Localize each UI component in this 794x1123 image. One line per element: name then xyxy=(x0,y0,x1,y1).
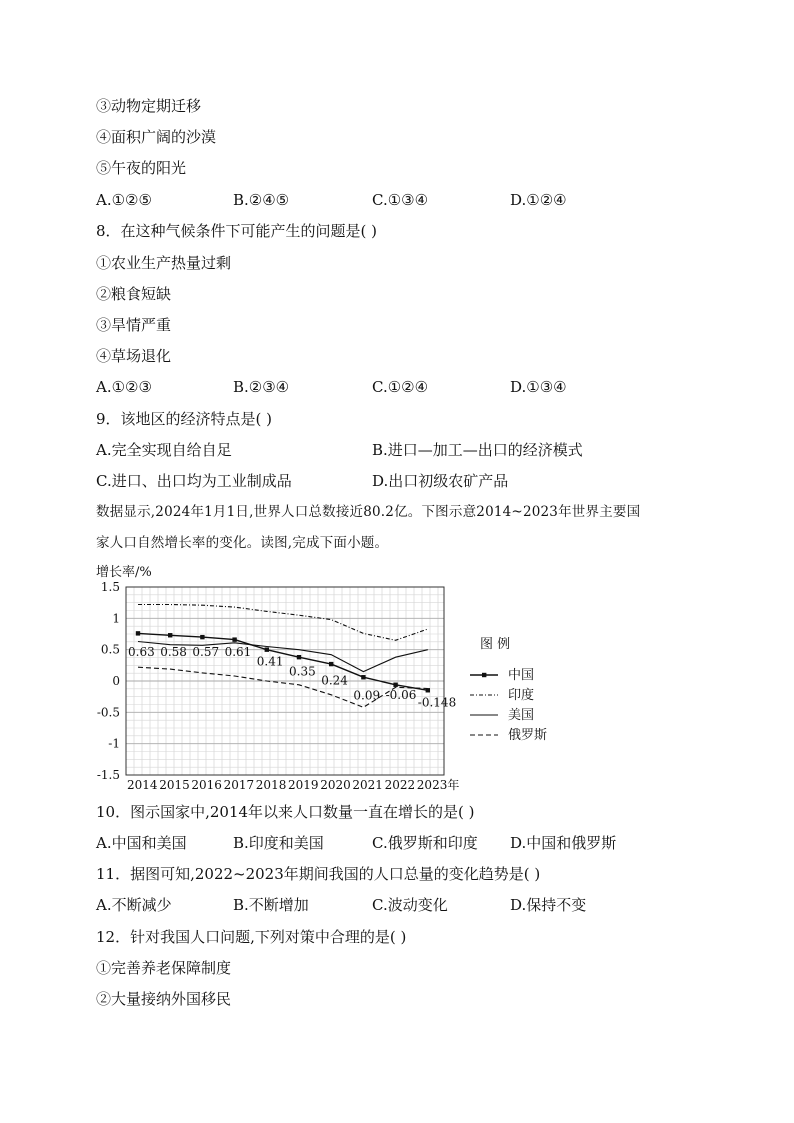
x-tick-label: 2016 xyxy=(191,778,222,792)
x-tick-label: 2020 xyxy=(320,778,351,792)
series-point xyxy=(393,683,397,687)
q11-option-c[interactable]: C.波动变化 xyxy=(372,896,448,914)
legend-label: 美国 xyxy=(508,708,535,723)
q9-option-c[interactable]: C.进口、出口均为工业制成品 xyxy=(96,472,292,490)
y-tick-label: -1.5 xyxy=(96,768,120,782)
series-line-1 xyxy=(138,605,428,641)
q8-option-b[interactable]: B.②③④ xyxy=(233,378,290,396)
q7-item-5: ⑤午夜的阳光 xyxy=(96,159,187,177)
q9-stem: 9．该地区的经济特点是( ) xyxy=(96,410,273,428)
data-label: 0.35 xyxy=(289,664,316,679)
q12-item-1: ①完善养老保障制度 xyxy=(96,959,232,977)
data-label: 0.63 xyxy=(128,645,155,660)
legend-label: 俄罗斯 xyxy=(508,728,548,743)
q8-item-3: ③旱情严重 xyxy=(96,316,172,334)
intro-line-1: 数据显示,2024年1月1日,世界人口总数接近80.2亿。下图示意2014~2023年世界主要国 xyxy=(96,504,641,520)
legend-label: 中国 xyxy=(508,668,535,683)
data-label: 0.09 xyxy=(353,688,381,703)
q10-option-a[interactable]: A.中国和美国 xyxy=(96,834,187,852)
y-tick-label: 0.5 xyxy=(100,642,120,657)
data-label: 0.41 xyxy=(256,654,284,669)
x-tick-label: 2017 xyxy=(223,778,255,792)
q10-option-d[interactable]: D.中国和俄罗斯 xyxy=(510,834,617,852)
y-tick-label: -1 xyxy=(108,736,120,751)
legend-label: 印度 xyxy=(508,688,535,703)
series-point xyxy=(232,637,236,641)
chart-legend xyxy=(470,637,547,743)
q10-option-b[interactable]: B.印度和美国 xyxy=(233,834,324,852)
data-label: -0.148 xyxy=(417,695,457,710)
series-point xyxy=(297,655,301,659)
x-tick-label: 2023年 xyxy=(416,778,460,792)
x-tick-label: 2022 xyxy=(384,778,416,792)
y-tick-label: -0.5 xyxy=(96,705,120,720)
q7-item-3: ③动物定期迁移 xyxy=(96,97,202,115)
q7-option-b[interactable]: B.②④⑤ xyxy=(233,191,290,209)
q11-stem: 11．据图可知,2022~2023年期间我国的人口总量的变化趋势是( ) xyxy=(96,865,541,883)
q11-option-d[interactable]: D.保持不变 xyxy=(510,896,587,914)
series-point xyxy=(361,675,365,679)
series-point xyxy=(168,633,172,637)
chart-grid xyxy=(126,587,444,775)
series-point xyxy=(200,635,204,639)
y-tick-label: 1.5 xyxy=(100,580,120,594)
q7-item-4: ④面积广阔的沙漠 xyxy=(96,128,217,146)
legend-marker xyxy=(482,673,486,677)
y-axis-label: 增长率/% xyxy=(96,565,152,580)
q8-stem: 8．在这种气候条件下可能产生的问题是( ) xyxy=(96,222,378,240)
data-label: 0.57 xyxy=(192,645,220,660)
legend-title: 图 例 xyxy=(480,637,511,652)
x-tick-label: 2018 xyxy=(255,778,287,792)
q9-option-a[interactable]: A.完全实现自给自足 xyxy=(96,441,232,459)
intro-line-2: 家人口自然增长率的变化。读图,完成下面小题。 xyxy=(96,535,389,551)
q9-option-b[interactable]: B.进口—加工—出口的经济模式 xyxy=(372,441,583,459)
q7-option-a[interactable]: A.①②⑤ xyxy=(96,191,152,209)
q8-item-4: ④草场退化 xyxy=(96,347,172,365)
x-tick-label: 2021 xyxy=(352,778,383,792)
q9-option-d[interactable]: D.出口初级农矿产品 xyxy=(372,472,509,490)
q8-item-1: ①农业生产热量过剩 xyxy=(96,254,232,272)
y-tick-label: 0 xyxy=(112,674,120,688)
q12-item-2: ②大量接纳外国移民 xyxy=(96,990,232,1008)
population-growth-chart xyxy=(96,562,576,792)
series-point xyxy=(136,631,140,635)
data-label: 0.61 xyxy=(224,645,252,660)
q8-item-2: ②粮食短缺 xyxy=(96,285,172,303)
x-tick-label: 2019 xyxy=(288,778,319,792)
q10-stem: 10．图示国家中,2014年以来人口数量一直在增长的是( ) xyxy=(96,803,475,821)
y-tick-label: 1 xyxy=(112,611,120,626)
x-tick-label: 2015 xyxy=(159,778,190,792)
data-label: 0.24 xyxy=(321,673,348,688)
q7-option-c[interactable]: C.①③④ xyxy=(372,191,429,209)
x-tick-label: 2014 xyxy=(127,778,158,792)
q10-option-c[interactable]: C.俄罗斯和印度 xyxy=(372,834,478,852)
q11-option-b[interactable]: B.不断增加 xyxy=(233,896,309,914)
q12-stem: 12．针对我国人口问题,下列对策中合理的是( ) xyxy=(96,928,407,946)
data-label: 0.58 xyxy=(160,645,187,660)
series-point xyxy=(329,662,333,666)
q7-option-d[interactable]: D.①②④ xyxy=(510,191,567,209)
y-axis-ticks xyxy=(97,580,120,782)
q8-option-d[interactable]: D.①③④ xyxy=(510,378,567,396)
x-axis-ticks xyxy=(127,777,459,792)
series-point xyxy=(265,647,269,651)
q11-option-a[interactable]: A.不断减少 xyxy=(96,896,172,914)
data-label: -0.06 xyxy=(385,687,417,702)
q8-option-c[interactable]: C.①②④ xyxy=(372,378,429,396)
q8-option-a[interactable]: A.①②③ xyxy=(96,378,152,396)
